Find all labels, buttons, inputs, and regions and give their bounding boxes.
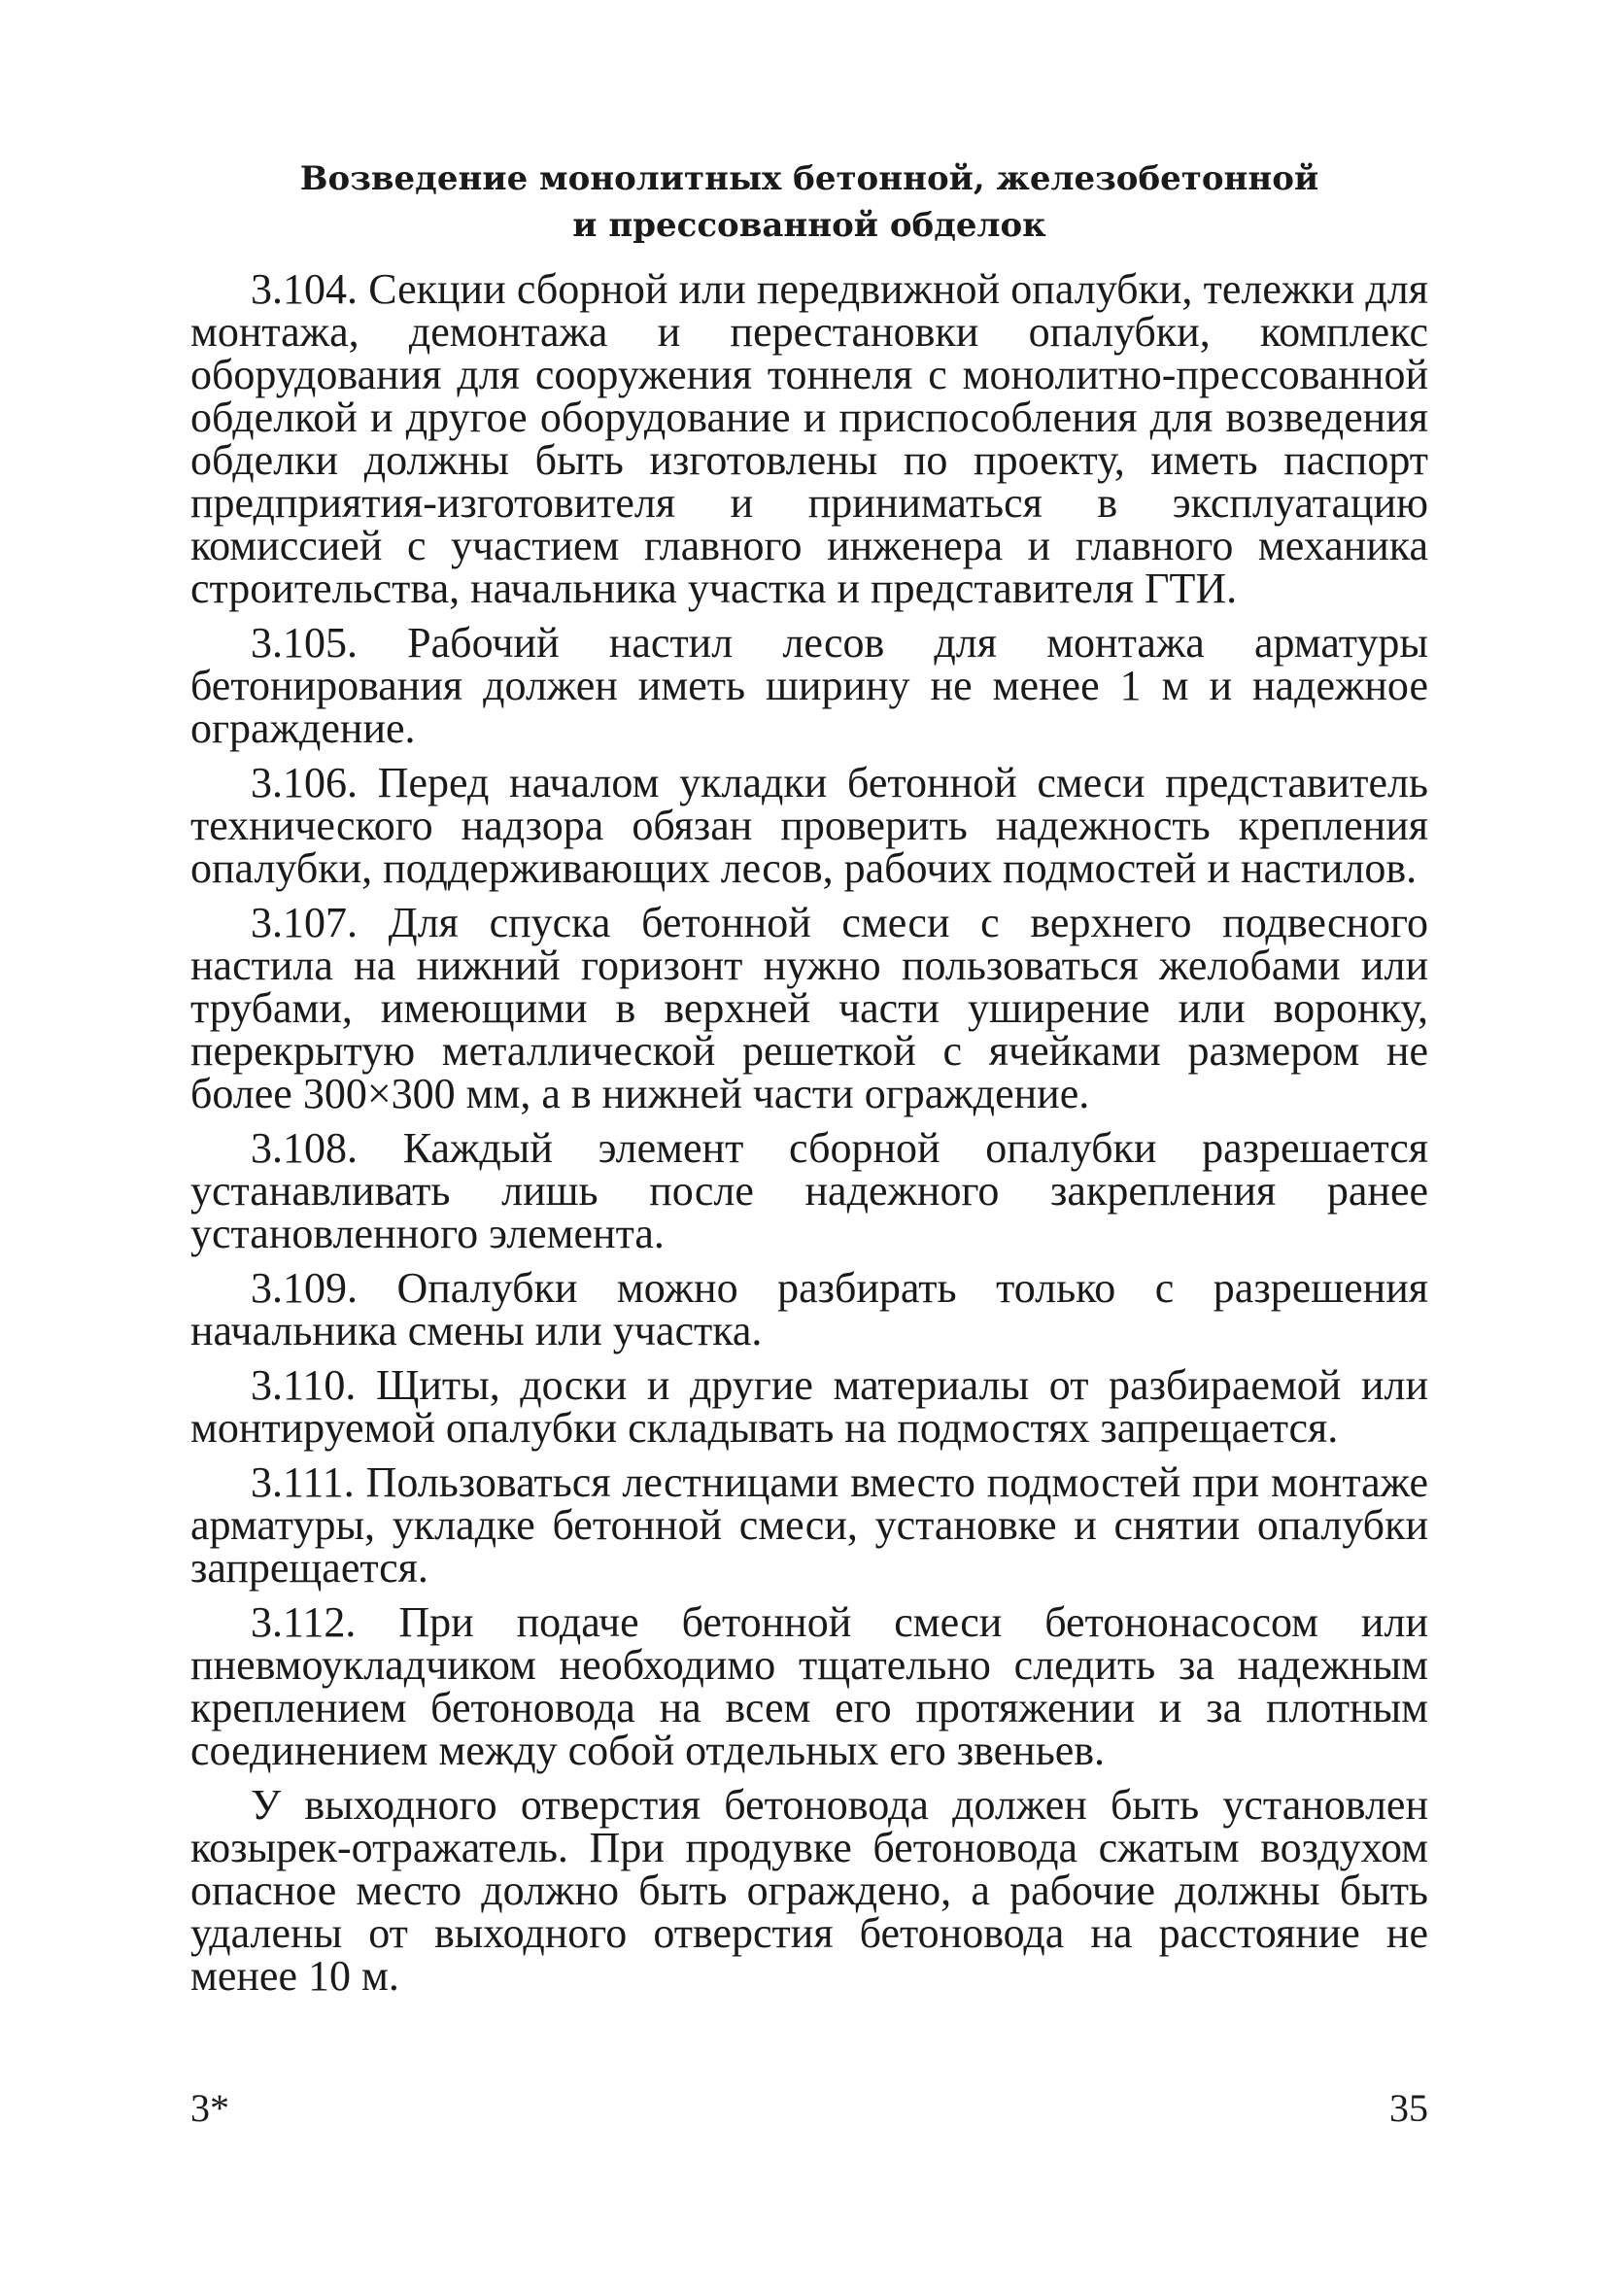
paragraph-3-105: 3.105. Рабочий настил лесов для монтажа арматуры бетонирования должен иметь ширину не менее 1 м и надежное ограждение. [190, 619, 1428, 752]
section-title-line-1: Возведение монолитных бетонной, железобетонной [299, 159, 1319, 198]
paragraph-3-109: 3.109. Опалубки можно разбирать только с разрешения начальника смены или участка. [190, 1264, 1428, 1354]
section-title [190, 155, 1428, 249]
paragraph-3-104: 3.104. Секции сборной или передвижной опалубки, тележки для монтажа, демонтажа и перестановки опалубки, комплекс оборудования для сооружения тоннеля с монолитно-прессованной обделкой и другое оборудование и приспособления для возведения обделки должны быть изготовлены по проекту, иметь паспорт предприятия-изготовителя и приниматься в эксплуатацию комиссией с участием главного инженера и главного механика строительства, начальника участка и представителя ГТИ. [190, 265, 1428, 612]
paragraph-3-112: 3.112. При подаче бетонной смеси бетононасосом или пневмоукладчиком необходимо тщательно следить за надежным креплением бетоновода на всем его протяжении и за плотным соединением между собой отдельных его звеньев. [190, 1598, 1428, 1774]
section-title-line-2: и прессованной обделок [572, 206, 1046, 245]
paragraph-3-110: 3.110. Щиты, доски и другие материалы от разбираемой или монтируемой опалубки складывать на подмостях запрещается. [190, 1361, 1428, 1452]
signature-mark: 3* [190, 2086, 229, 2130]
paragraph-3-111: 3.111. Пользоваться лестницами вместо подмостей при монтаже арматуры, укладке бетонной смеси, установке и снятии опалубки запрещается. [190, 1458, 1428, 1592]
page-content [190, 155, 1428, 2009]
paragraph-3-107: 3.107. Для спуска бетонной смеси с верхнего подвесного настила на нижний горизонт нужно пользоваться желобами или трубами, имеющими в верхней части уширение или воронку, перекрытую металлической решеткой с ячейками размером не более 300×300 мм, а в нижней части ограждение. [190, 899, 1428, 1117]
page-number: 35 [1389, 2086, 1428, 2130]
paragraph-3-108: 3.108. Каждый элемент сборной опалубки разрешается устанавливать лишь после надежного закрепления ранее установленного элемента. [190, 1124, 1428, 1257]
paragraph-3-112-continued: У выходного отверстия бетоновода должен быть установлен козырек-отражатель. При продувке бетоновода сжатым воздухом опасное место должно быть ограждено, а рабочие должны быть удалены от выходного отверстия бетоновода на расстояние не менее 10 м. [190, 1781, 1428, 2000]
paragraph-3-106: 3.106. Перед началом укладки бетонной смеси представитель технического надзора обязан проверить надежность крепления опалубки, поддерживающих лесов, рабочих подмостей и настилов. [190, 759, 1428, 892]
